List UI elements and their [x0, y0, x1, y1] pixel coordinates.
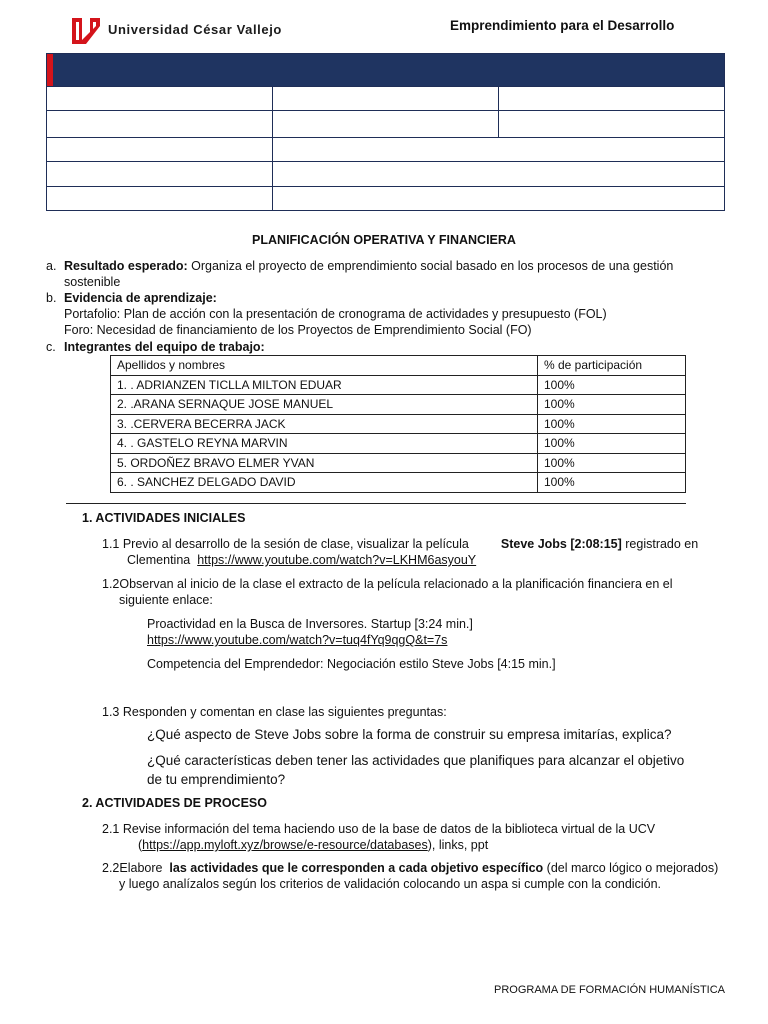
item-b — [46, 290, 726, 338]
document-title: PLANIFICACIÓN OPERATIVA Y FINANCIERA — [252, 233, 516, 247]
question-2-line-1: ¿Qué características deben tener las actividades que planifiques para alcanzar el objetivo — [147, 753, 685, 768]
p22-post: (del marco lógico o mejorados) — [546, 861, 719, 875]
table-row — [111, 395, 686, 415]
member-name: 2. .ARANA SERNAQUE JOSE MANUEL — [111, 395, 538, 415]
item-text-cont: sostenible — [64, 275, 121, 289]
university-name: Universidad César Vallejo — [108, 22, 282, 37]
p21-text: 2.1 Revise información del tema haciendo uso de la base de datos de la biblioteca virtual de la UCV — [102, 822, 656, 836]
p11-text-b: registrado en — [625, 537, 699, 551]
table-row — [111, 473, 686, 493]
info-cell — [273, 162, 724, 186]
section-divider — [66, 503, 686, 504]
info-cell — [499, 87, 724, 110]
member-name: 5. ORDOÑEZ BRAVO ELMER YVAN — [111, 453, 538, 473]
table-row — [111, 453, 686, 473]
table-row — [111, 375, 686, 395]
header-band — [47, 54, 724, 86]
table-row — [111, 414, 686, 434]
team-table — [110, 355, 686, 493]
database-link[interactable]: https://app.myloft.xyz/browse/e-resource/databases — [142, 838, 428, 852]
member-percent: 100% — [538, 395, 686, 415]
forum-line: Foro: Necesidad de financiamiento de los Proyectos de Emprendimiento Social (FO) — [64, 323, 532, 337]
video-list — [147, 616, 717, 672]
movie-title: Steve Jobs [2:08:15] — [500, 537, 622, 551]
item-label: Evidencia de aprendizaje: — [64, 291, 217, 305]
question-2-line-2: de tu emprendimiento? — [147, 772, 286, 787]
item-marker: b. — [46, 291, 57, 305]
member-name: 3. .CERVERA BECERRA JACK — [111, 414, 538, 434]
item-text: Organiza el proyecto de emprendimiento social basado en los procesos de una gestión — [191, 259, 674, 273]
p21-open: ( — [138, 838, 143, 852]
paragraph-1-2 — [102, 576, 722, 608]
section-2-heading: 2. ACTIVIDADES DE PROCESO — [82, 796, 267, 810]
paragraph-1-3: 1.3 Responden y comentan en clase las siguientes preguntas: — [102, 705, 447, 719]
p22-bold: las actividades que le corresponden a cada objetivo específico — [169, 861, 544, 875]
p11-text-c: Clementina — [127, 553, 191, 567]
movie-link[interactable]: https://www.youtube.com/watch?v=LKHM6asyouY — [197, 553, 477, 567]
info-cell — [47, 87, 273, 110]
paragraph-2-1 — [102, 821, 722, 853]
info-cell — [273, 87, 499, 110]
info-row — [47, 137, 724, 161]
member-percent: 100% — [538, 434, 686, 454]
info-row — [47, 86, 724, 110]
p22-text-b: y luego analízalos según los criterios de validación colocando un aspa si cumple con la condición. — [119, 877, 661, 891]
info-cell — [273, 111, 499, 137]
info-cell — [47, 138, 273, 161]
item-c — [46, 339, 726, 355]
p12-text: 1.2Observan al inicio de la clase el extracto de la película relacionado a la planificación financiera en el — [102, 577, 673, 591]
member-name: 4. . GASTELO REYNA MARVIN — [111, 434, 538, 454]
p22-pre: 2.2Elabore — [102, 861, 163, 875]
info-row — [47, 110, 724, 137]
table-header-row — [111, 356, 686, 376]
info-cell — [273, 138, 724, 161]
p21-close: ), links, ppt — [427, 838, 489, 852]
item-marker: c. — [46, 340, 56, 354]
paragraph-2-2 — [102, 860, 732, 892]
member-name: 6. . SANCHEZ DELGADO DAVID — [111, 473, 538, 493]
paragraph-1-1 — [102, 536, 722, 568]
question-2 — [147, 751, 722, 789]
header-info-table — [46, 53, 725, 211]
member-percent: 100% — [538, 375, 686, 395]
item-a — [46, 258, 726, 290]
info-cell — [499, 111, 724, 137]
video-1-title: Proactividad en la Busca de Inversores. Startup [3:24 min.] — [147, 617, 473, 631]
university-logo-icon — [70, 14, 102, 46]
info-cell — [47, 187, 273, 210]
member-percent: 100% — [538, 453, 686, 473]
p11-text: 1.1 Previo al desarrollo de la sesión de clase, visualizar la película — [102, 537, 469, 551]
course-title: Emprendimiento para el Desarrollo — [450, 18, 675, 33]
item-marker: a. — [46, 259, 57, 273]
member-name: 1. . ADRIANZEN TICLLA MILTON EDUAR — [111, 375, 538, 395]
video-1-link[interactable]: https://www.youtube.com/watch?v=tuq4fYq9qgQ&t=7s — [147, 633, 448, 647]
info-cell — [273, 187, 724, 210]
info-cell — [47, 162, 273, 186]
section-1-heading: 1. ACTIVIDADES INICIALES — [82, 511, 246, 525]
question-1: ¿Qué aspecto de Steve Jobs sobre la forma de construir su empresa imitarías, explica? — [147, 727, 672, 742]
member-percent: 100% — [538, 473, 686, 493]
video-2-title: Competencia del Emprendedor: Negociación estilo Steve Jobs [4:15 min.] — [147, 657, 556, 671]
item-label: Integrantes del equipo de trabajo: — [64, 340, 265, 354]
p12-text-b: siguiente enlace: — [119, 593, 213, 607]
item-label: Resultado esperado: — [64, 259, 188, 273]
member-percent: 100% — [538, 414, 686, 434]
info-row — [47, 186, 724, 210]
info-cell — [47, 111, 273, 137]
portfolio-line: Portafolio: Plan de acción con la presentación de cronograma de actividades y presupuesto (FOL) — [64, 307, 607, 321]
info-row — [47, 161, 724, 186]
column-header: % de participación — [538, 356, 686, 376]
footer-program: PROGRAMA DE FORMACIÓN HUMANÍSTICA — [494, 984, 726, 996]
column-header: Apellidos y nombres — [111, 356, 538, 376]
table-row — [111, 434, 686, 454]
